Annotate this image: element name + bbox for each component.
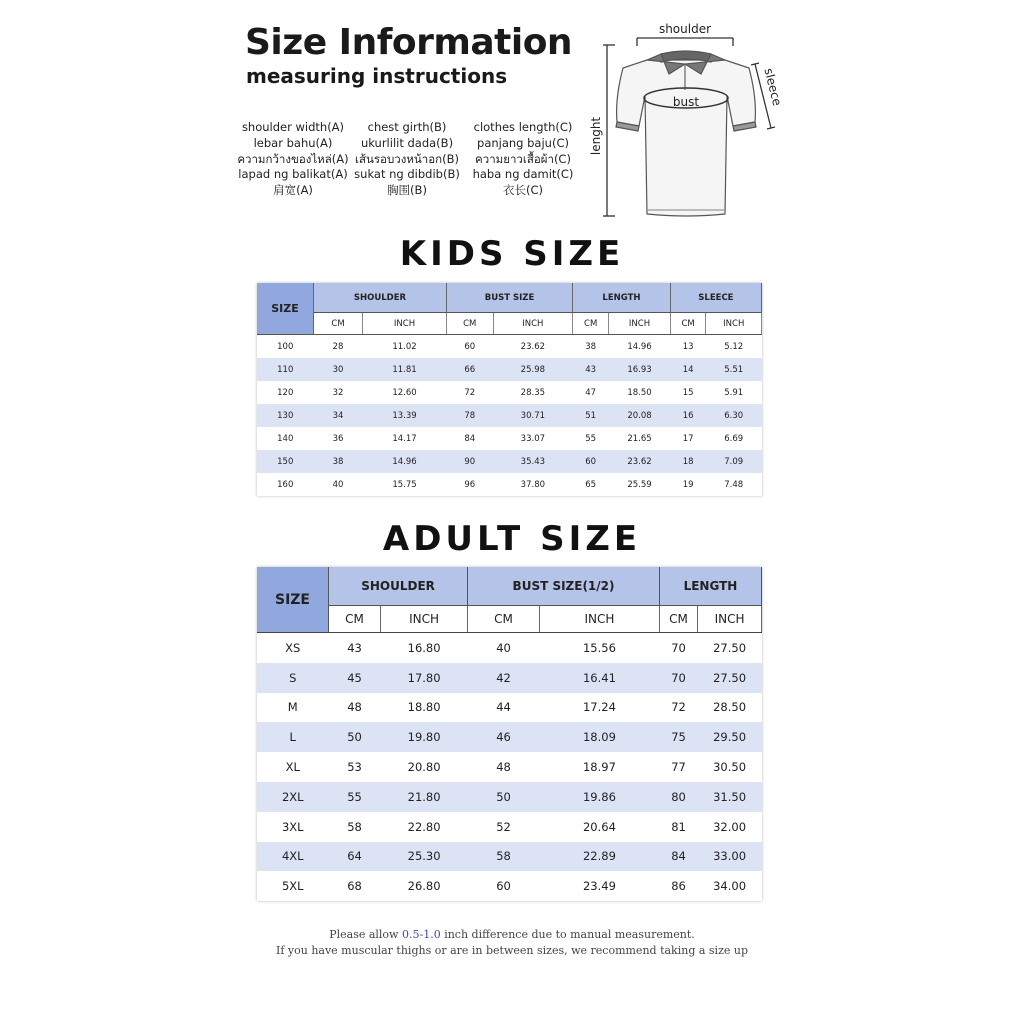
table-cell: 13.39 — [363, 404, 447, 427]
unit-header: CM — [446, 313, 493, 335]
shoulder-measure-line — [637, 38, 733, 46]
table-cell: 20.64 — [539, 812, 659, 842]
table-cell: 65 — [573, 473, 609, 496]
table-cell: XL — [257, 752, 329, 782]
shoulder-column-header: SHOULDER — [314, 283, 447, 313]
table-cell: 50 — [329, 722, 381, 752]
kids-size-title: KIDS SIZE — [399, 234, 625, 274]
table-cell: 26.80 — [381, 871, 468, 901]
table-cell: 15.75 — [363, 473, 447, 496]
table-cell: 6.30 — [706, 404, 762, 427]
table-cell: 28.35 — [493, 381, 573, 404]
table-cell: 22.80 — [381, 812, 468, 842]
table-cell: 70 — [659, 633, 697, 663]
table-cell: 17.80 — [381, 663, 468, 693]
table-row — [257, 427, 762, 450]
shoulder-term: lebar bahu(A) — [253, 135, 333, 150]
table-cell: 27.50 — [698, 663, 762, 693]
table-cell: 30.50 — [698, 752, 762, 782]
table-cell: 18.80 — [381, 693, 468, 723]
table-cell: 11.02 — [363, 335, 447, 359]
table-row — [257, 404, 762, 427]
table-cell: 66 — [446, 358, 493, 381]
table-cell: 140 — [257, 427, 314, 450]
table-cell: 11.81 — [363, 358, 447, 381]
table-cell: 2XL — [257, 782, 329, 812]
sleeve-column-header: SLEECE — [670, 283, 761, 313]
table-cell: 14.17 — [363, 427, 447, 450]
table-row — [257, 358, 762, 381]
table-cell: 23.62 — [493, 335, 573, 359]
table-cell: 23.49 — [539, 871, 659, 901]
table-cell: 130 — [257, 404, 314, 427]
unit-header: CM — [468, 606, 540, 633]
table-cell: 72 — [659, 693, 697, 723]
table-row — [257, 450, 762, 473]
table-cell: 30.71 — [493, 404, 573, 427]
table-cell: 5.12 — [706, 335, 762, 359]
table-cell: 21.65 — [609, 427, 671, 450]
shoulder-term: shoulder width(A) — [241, 120, 345, 134]
chest-term: sukat ng dibdib(B) — [354, 167, 460, 182]
bust-label: bust — [672, 95, 700, 109]
unit-header: INCH — [539, 606, 659, 633]
table-cell: 6.69 — [706, 427, 762, 450]
table-cell: 5.51 — [706, 358, 762, 381]
table-cell: 32 — [314, 381, 363, 404]
table-cell: 14.96 — [609, 335, 671, 359]
unit-header: INCH — [493, 313, 573, 335]
table-row — [257, 842, 762, 872]
adult-size-table — [257, 567, 762, 901]
length-term: 衣长(C) — [502, 183, 543, 198]
table-cell: L — [257, 722, 329, 752]
note-tolerance: 0.5-1.0 — [401, 928, 441, 941]
unit-header: INCH — [706, 313, 762, 335]
table-cell: 53 — [329, 752, 381, 782]
table-cell: 100 — [257, 335, 314, 359]
length-term: haba ng damit(C) — [472, 167, 574, 182]
table-cell: 150 — [257, 450, 314, 473]
unit-header: INCH — [381, 606, 468, 633]
chest-terms — [342, 120, 472, 199]
table-cell: 4XL — [257, 842, 329, 872]
table-cell: 42 — [468, 663, 540, 693]
unit-header: INCH — [698, 606, 762, 633]
table-cell: 120 — [257, 381, 314, 404]
note-text: inch difference due to manual measurement. — [440, 928, 695, 941]
table-cell: 3XL — [257, 812, 329, 842]
table-cell: 7.48 — [706, 473, 762, 496]
table-cell: 80 — [659, 782, 697, 812]
table-cell: 16 — [670, 404, 706, 427]
table-cell: 31.50 — [698, 782, 762, 812]
table-cell: 5XL — [257, 871, 329, 901]
sleeve-label: sleece — [761, 66, 785, 108]
measurement-note — [0, 928, 1024, 941]
table-cell: 23.62 — [609, 450, 671, 473]
table-row — [257, 663, 762, 693]
table-cell: 84 — [659, 842, 697, 872]
table-cell: 25.59 — [609, 473, 671, 496]
size-column-header: SIZE — [257, 283, 314, 335]
adult-size-title: ADULT SIZE — [382, 519, 642, 559]
table-cell: 55 — [329, 782, 381, 812]
bust-column-header: BUST SIZE(1/2) — [468, 567, 660, 606]
table-cell: 43 — [573, 358, 609, 381]
table-cell: 60 — [446, 335, 493, 359]
table-cell: 84 — [446, 427, 493, 450]
table-cell: 40 — [314, 473, 363, 496]
table-cell: 22.89 — [539, 842, 659, 872]
table-row — [257, 871, 762, 901]
length-terms — [458, 120, 588, 199]
table-cell: 45 — [329, 663, 381, 693]
table-cell: 60 — [573, 450, 609, 473]
table-cell: 48 — [329, 693, 381, 723]
table-cell: 47 — [573, 381, 609, 404]
table-row — [257, 752, 762, 782]
table-cell: 25.30 — [381, 842, 468, 872]
table-cell: 48 — [468, 752, 540, 782]
table-cell: 90 — [446, 450, 493, 473]
shoulder-term: lapad ng balikat(A) — [238, 167, 348, 182]
note-text: Please allow — [329, 928, 402, 941]
table-cell: 17 — [670, 427, 706, 450]
chest-term: เส้นรอบวงหน้าอก(B) — [355, 151, 459, 166]
sizing-advice-note: If you have muscular thighs or are in between sizes, we recommend taking a size up — [275, 944, 748, 957]
polo-shirt-diagram — [589, 18, 795, 223]
table-cell: 36 — [314, 427, 363, 450]
table-cell: S — [257, 663, 329, 693]
shoulder-terms — [228, 120, 358, 199]
table-cell: 16.41 — [539, 663, 659, 693]
shirt-body — [616, 51, 756, 216]
table-cell: 51 — [573, 404, 609, 427]
page-subtitle: measuring instructions — [246, 64, 508, 88]
length-label: lenght — [589, 116, 603, 156]
chest-term: ukurlilit dada(B) — [360, 135, 454, 150]
table-cell: 64 — [329, 842, 381, 872]
table-cell: 12.60 — [363, 381, 447, 404]
shoulder-term: ความกว้างของไหล่(A) — [237, 151, 349, 166]
table-row — [257, 335, 762, 359]
length-column-header: LENGTH — [573, 283, 671, 313]
table-cell: 50 — [468, 782, 540, 812]
table-cell: 33.00 — [698, 842, 762, 872]
table-cell: 52 — [468, 812, 540, 842]
table-row — [257, 633, 762, 663]
table-cell: XS — [257, 633, 329, 663]
table-cell: 58 — [468, 842, 540, 872]
table-cell: 21.80 — [381, 782, 468, 812]
table-cell: 19 — [670, 473, 706, 496]
table-cell: M — [257, 693, 329, 723]
table-cell: 18.09 — [539, 722, 659, 752]
table-cell: 5.91 — [706, 381, 762, 404]
length-term: panjang baju(C) — [477, 135, 569, 150]
length-term: ความยาวเสื้อผ้า(C) — [475, 151, 571, 166]
unit-header: CM — [573, 313, 609, 335]
table-cell: 43 — [329, 633, 381, 663]
length-column-header: LENGTH — [659, 567, 761, 606]
table-cell: 58 — [329, 812, 381, 842]
table-row — [257, 782, 762, 812]
length-term: clothes length(C) — [473, 120, 573, 134]
table-cell: 18.50 — [609, 381, 671, 404]
table-cell: 29.50 — [698, 722, 762, 752]
table-cell: 16.93 — [609, 358, 671, 381]
table-cell: 160 — [257, 473, 314, 496]
table-cell: 25.98 — [493, 358, 573, 381]
table-cell: 19.86 — [539, 782, 659, 812]
table-cell: 40 — [468, 633, 540, 663]
table-row — [257, 812, 762, 842]
table-row — [257, 722, 762, 752]
size-column-header: SIZE — [257, 567, 329, 633]
table-cell: 86 — [659, 871, 697, 901]
table-cell: 16.80 — [381, 633, 468, 663]
unit-header: CM — [329, 606, 381, 633]
page-title: Size Information — [245, 22, 573, 63]
table-cell: 7.09 — [706, 450, 762, 473]
table-cell: 55 — [573, 427, 609, 450]
table-cell: 77 — [659, 752, 697, 782]
kids-size-table — [257, 283, 762, 496]
unit-header: CM — [314, 313, 363, 335]
table-cell: 44 — [468, 693, 540, 723]
table-cell: 38 — [573, 335, 609, 359]
table-cell: 75 — [659, 722, 697, 752]
table-cell: 78 — [446, 404, 493, 427]
table-cell: 28 — [314, 335, 363, 359]
table-cell: 18 — [670, 450, 706, 473]
shoulder-label: shoulder — [658, 22, 712, 36]
table-cell: 14.96 — [363, 450, 447, 473]
table-row — [257, 693, 762, 723]
shoulder-term: 肩宽(A) — [273, 183, 313, 198]
unit-header: INCH — [609, 313, 671, 335]
table-cell: 81 — [659, 812, 697, 842]
table-cell: 27.50 — [698, 633, 762, 663]
table-cell: 34.00 — [698, 871, 762, 901]
table-cell: 35.43 — [493, 450, 573, 473]
table-cell: 17.24 — [539, 693, 659, 723]
shoulder-column-header: SHOULDER — [329, 567, 468, 606]
table-cell: 15 — [670, 381, 706, 404]
table-cell: 14 — [670, 358, 706, 381]
table-cell: 28.50 — [698, 693, 762, 723]
table-cell: 60 — [468, 871, 540, 901]
table-cell: 33.07 — [493, 427, 573, 450]
table-cell: 96 — [446, 473, 493, 496]
table-cell: 30 — [314, 358, 363, 381]
length-measure-line — [603, 45, 615, 216]
chest-term: 胸围(B) — [387, 183, 427, 198]
table-cell: 15.56 — [539, 633, 659, 663]
table-cell: 32.00 — [698, 812, 762, 842]
table-cell: 18.97 — [539, 752, 659, 782]
table-cell: 110 — [257, 358, 314, 381]
unit-header: CM — [659, 606, 697, 633]
table-cell: 46 — [468, 722, 540, 752]
table-row — [257, 473, 762, 496]
table-cell: 20.08 — [609, 404, 671, 427]
table-cell: 72 — [446, 381, 493, 404]
table-row — [257, 381, 762, 404]
table-cell: 13 — [670, 335, 706, 359]
table-cell: 19.80 — [381, 722, 468, 752]
unit-header: INCH — [363, 313, 447, 335]
table-cell: 20.80 — [381, 752, 468, 782]
chest-term: chest girth(B) — [367, 120, 447, 134]
bust-column-header: BUST SIZE — [446, 283, 572, 313]
table-cell: 38 — [314, 450, 363, 473]
table-cell: 37.80 — [493, 473, 573, 496]
table-cell: 68 — [329, 871, 381, 901]
table-cell: 34 — [314, 404, 363, 427]
unit-header: CM — [670, 313, 706, 335]
table-cell: 70 — [659, 663, 697, 693]
